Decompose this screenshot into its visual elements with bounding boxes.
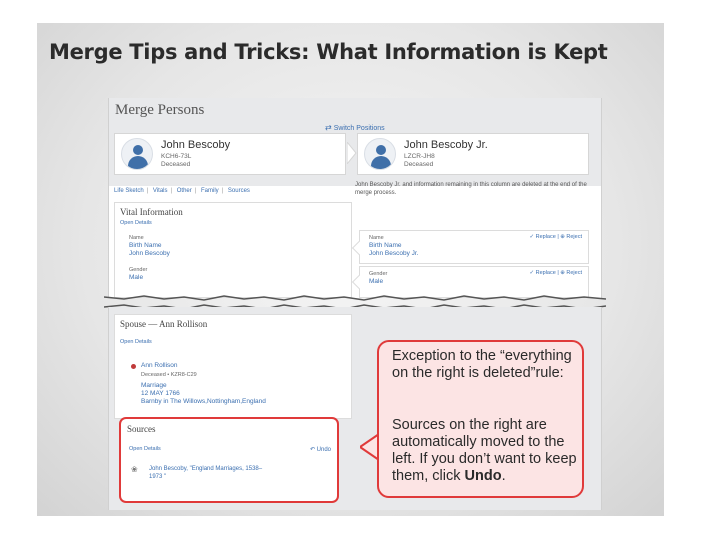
left-person-card <box>114 133 346 175</box>
right-person-id: LZCR-JH8 <box>404 153 435 160</box>
right-gender-value[interactable]: Male <box>369 278 384 285</box>
gender-value[interactable]: Male <box>129 274 144 281</box>
callout-heading: Exception to the “everything on the right is deleted”rule: <box>392 348 572 381</box>
switch-label: Switch Positions <box>333 125 385 132</box>
merge-title: Merge Persons <box>115 102 205 118</box>
link-other[interactable]: Other <box>176 188 192 194</box>
spouse-section <box>114 314 352 419</box>
callout-body: Sources on the right are automatically moved to the left. If you don’t want to keep them, click Undo. <box>392 417 577 484</box>
vital-title: Vital Information <box>120 207 183 217</box>
name-label: Name <box>129 235 144 241</box>
right-gender-label: Gender <box>369 271 388 277</box>
marriage-label: Marriage <box>141 382 167 389</box>
merge-screenshot-top <box>108 98 602 298</box>
merge-note: John Bescoby Jr. and information remaining in this column are deleted at the end of the merge process. <box>355 182 587 196</box>
source-item[interactable]: John Bescoby, "England Marriages, 1538–1973 " <box>149 466 263 480</box>
card-arrow-icon <box>347 142 357 164</box>
undo-emphasis: Undo <box>464 468 502 484</box>
section-links: Life Sketch | Vitals | Other | Family | Sources <box>114 188 250 194</box>
left-person-status: Deceased <box>161 161 191 168</box>
gender-label: Gender <box>129 267 148 273</box>
undo-button[interactable] <box>310 446 331 453</box>
vital-open-details[interactable]: Open Details <box>120 220 152 226</box>
exception-callout <box>377 340 584 498</box>
spouse-status: Deceased • KZR8-C29 <box>141 372 197 378</box>
undo-label: Undo <box>316 447 331 453</box>
right-person-status: Deceased <box>404 161 434 168</box>
spouse-name[interactable]: Ann Rollison <box>141 362 178 369</box>
switch-positions-link[interactable] <box>325 123 385 132</box>
birth-name-label: Birth Name <box>129 242 162 249</box>
marriage-place: Barnby in The Willows,Nottingham,England <box>141 398 266 405</box>
link-life-sketch[interactable]: Life Sketch <box>114 188 144 194</box>
source-icon: ❀ <box>131 465 138 474</box>
box-arrow <box>352 275 366 289</box>
vital-information-section <box>114 202 352 298</box>
left-person-id: KCH6-73L <box>161 153 192 160</box>
right-name-label: Name <box>369 235 384 241</box>
right-name-box <box>359 230 589 264</box>
replace-reject-actions[interactable]: ✓ Replace | ⊕ Reject <box>529 234 582 240</box>
sources-section <box>119 417 339 503</box>
right-name-value[interactable]: John Bescoby Jr. <box>369 250 419 257</box>
slide-title: Merge Tips and Tricks: What Information is Kept <box>49 40 608 64</box>
undo-icon: ↶ <box>309 447 317 453</box>
sources-title: Sources <box>127 424 156 434</box>
female-icon <box>131 364 136 369</box>
right-person-name[interactable]: John Bescoby Jr. <box>404 139 488 151</box>
right-birth-name-label: Birth Name <box>369 242 402 249</box>
sources-open-details[interactable]: Open Details <box>129 446 161 452</box>
marriage-date: 12 MAY 1766 <box>141 390 180 397</box>
spouse-open-details[interactable]: Open Details <box>120 339 152 345</box>
spouse-title: Spouse — Ann Rollison <box>120 319 208 329</box>
person-avatar-icon <box>364 138 396 170</box>
link-sources[interactable]: Sources <box>227 188 250 194</box>
right-person-card <box>357 133 589 175</box>
replace-reject-actions[interactable]: ✓ Replace | ⊕ Reject <box>529 270 582 276</box>
box-arrow <box>352 241 366 255</box>
link-family[interactable]: Family <box>200 188 219 194</box>
left-person-name[interactable]: John Bescoby <box>161 139 231 151</box>
switch-icon: ⇄ <box>325 123 332 132</box>
person-avatar-icon <box>121 138 153 170</box>
name-value[interactable]: John Bescoby <box>129 250 170 257</box>
link-vitals[interactable]: Vitals <box>152 188 168 194</box>
merge-header <box>109 98 601 186</box>
torn-edge <box>104 294 606 302</box>
